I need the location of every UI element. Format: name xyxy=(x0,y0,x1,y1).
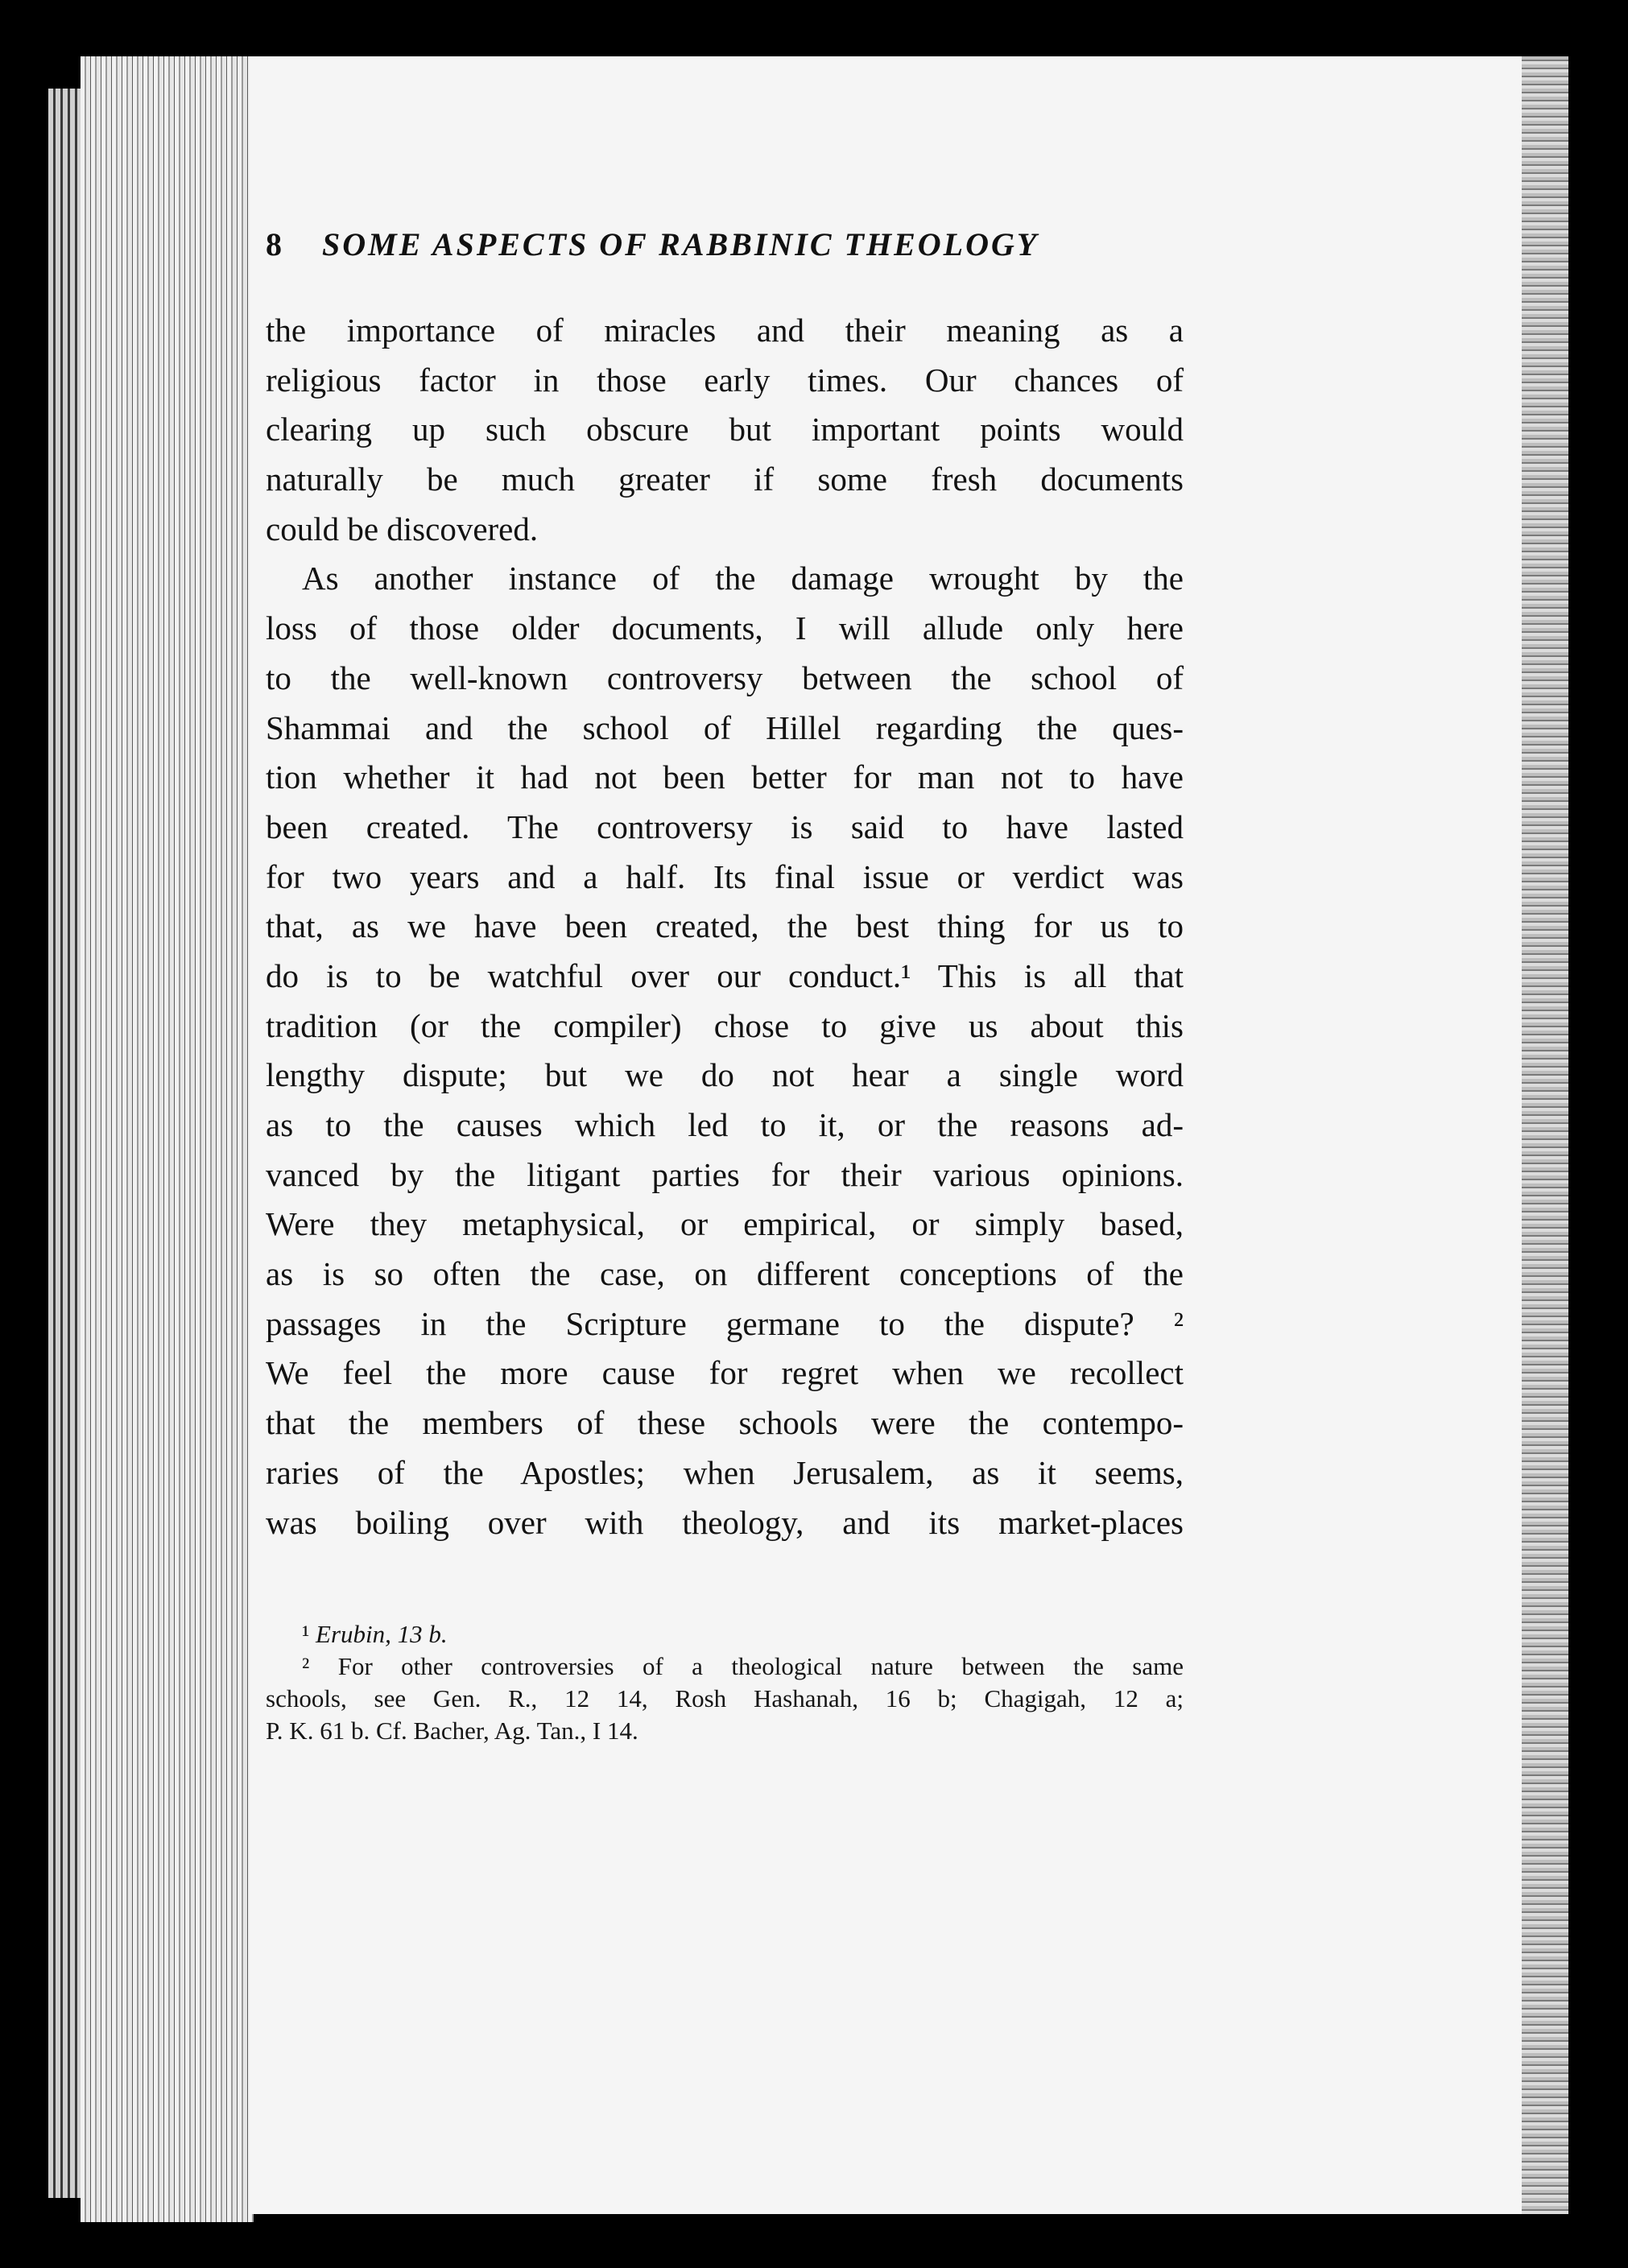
text-line: for two years and a half. Its final issue or verdict was xyxy=(266,857,1184,895)
book-page-edges-right xyxy=(1520,56,1568,2214)
footnote-2-line: schools, see Gen. R., 12 14, Rosh Hashanah, 16 b; Chagigah, 12 a; xyxy=(266,1684,1184,1712)
text-line: religious factor in those early times. Our chances of xyxy=(266,361,1184,399)
footnote-2-line: ² For other controversies of a theological nature between the same xyxy=(302,1652,1184,1680)
book-page-edges-left xyxy=(81,56,254,2222)
text-line: tradition (or the compiler) chose to give us about this xyxy=(266,1006,1184,1044)
text-line: as to the causes which led to it, or the reasons ad- xyxy=(266,1106,1184,1143)
text-line: raries of the Apostles; when Jerusalem, as it seems, xyxy=(266,1453,1184,1491)
text-line: vanced by the litigant parties for their various opinions. xyxy=(266,1155,1184,1193)
footnote-1-text: Erubin, 13 b. xyxy=(316,1620,448,1648)
text-line: lengthy dispute; but we do not hear a single word xyxy=(266,1056,1184,1094)
text-line: As another instance of the damage wrought by the xyxy=(302,560,1184,597)
body-text xyxy=(266,306,1184,1547)
footnote-1 xyxy=(266,1618,1184,1650)
footnotes xyxy=(266,1618,1184,1747)
text-line: to the well-known controversy between the school of xyxy=(266,659,1184,696)
text-line: could be discovered. xyxy=(266,510,539,547)
text-line: was boiling over with theology, and its market-places xyxy=(266,1503,1184,1541)
text-line: that, as we have been created, the best thing for us to xyxy=(266,907,1184,945)
text-line: as is so often the case, on different conceptions of the xyxy=(266,1255,1184,1293)
text-line: tion whether it had not been better for man not to have xyxy=(266,758,1184,796)
page-number: 8 xyxy=(266,226,282,262)
text-line: We feel the more cause for regret when we recollect xyxy=(266,1354,1184,1392)
text-line: passages in the Scripture germane to the dispute? ² xyxy=(266,1304,1184,1342)
footnote-marker: ¹ xyxy=(302,1620,310,1648)
text-line: naturally be much greater if some fresh documents xyxy=(266,461,1184,498)
text-line: Were they metaphysical, or empirical, or simply based, xyxy=(266,1205,1184,1243)
text-line: been created. The controversy is said to have lasted xyxy=(266,808,1184,845)
footnote-2-line: P. K. 61 b. Cf. Bacher, Ag. Tan., I 14. xyxy=(266,1716,638,1745)
text-line: the importance of miracles and their meaning as a xyxy=(266,312,1184,349)
text-line: Shammai and the school of Hillel regarding the ques- xyxy=(266,708,1184,746)
running-head: SOME ASPECTS OF RABBINIC THEOLOGY xyxy=(322,226,1039,262)
text-line: that the members of these schools were the contempo- xyxy=(266,1404,1184,1442)
page-header xyxy=(266,225,1345,274)
text-line: do is to be watchful over our conduct.¹ This is all that xyxy=(266,956,1184,994)
text-line: loss of those older documents, I will allude only here xyxy=(266,609,1184,647)
text-line: clearing up such obscure but important points would xyxy=(266,411,1184,448)
